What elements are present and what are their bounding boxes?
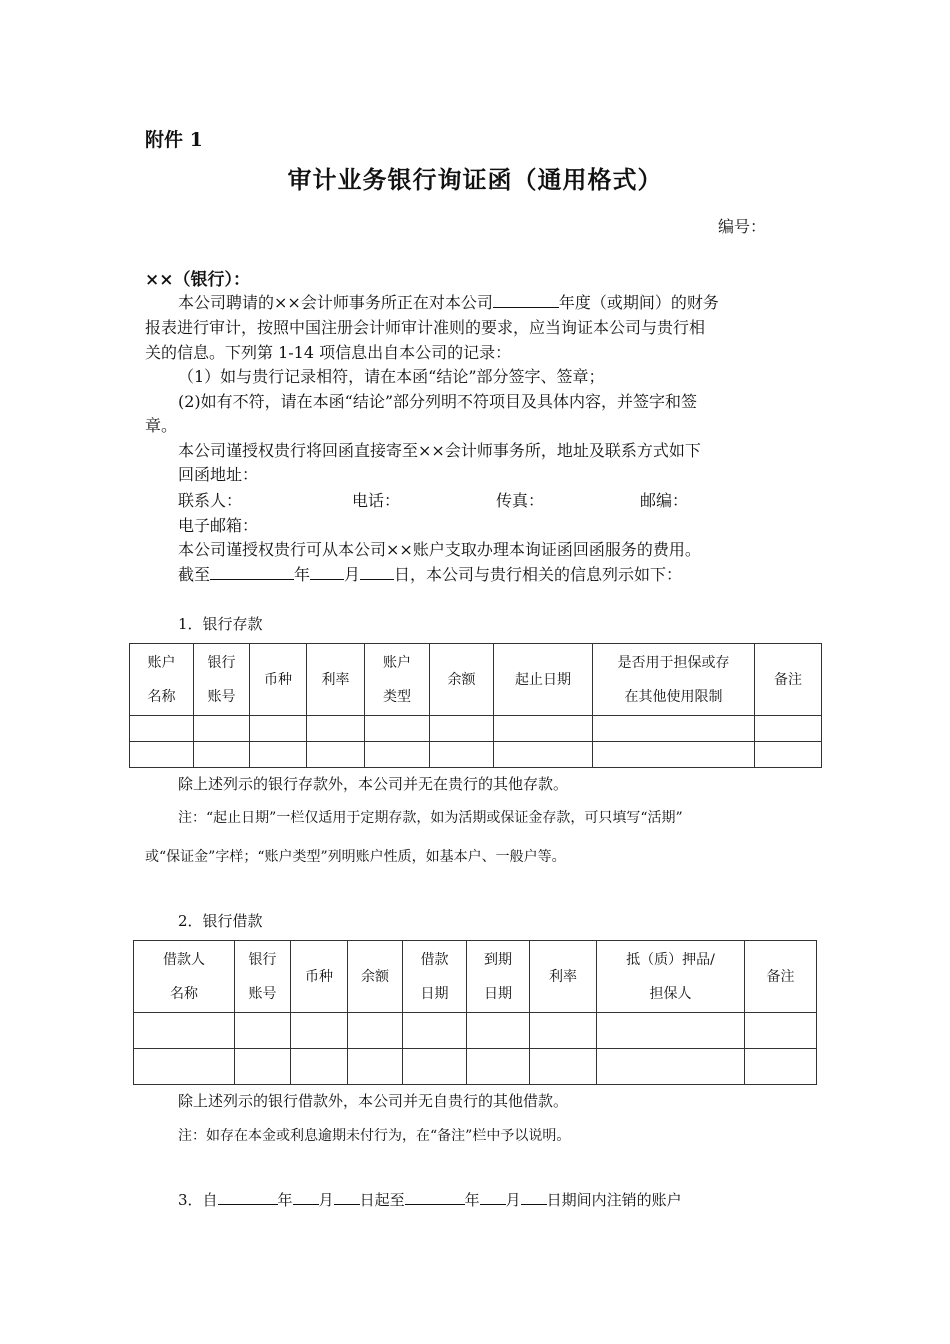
section-1-title: 1．银行存款 — [178, 615, 263, 633]
instruction-2-cont: 章。 — [145, 416, 178, 435]
postcode-label: 邮编： — [640, 491, 689, 510]
table-cell[interactable] — [365, 716, 430, 742]
table-cell[interactable] — [755, 716, 822, 742]
email-label: 电子邮箱： — [178, 516, 259, 535]
table-cell[interactable] — [745, 1049, 817, 1085]
table-header-row — [134, 941, 817, 1013]
year-blank[interactable] — [493, 291, 559, 308]
table-cell[interactable] — [250, 742, 307, 768]
page-title: 审计业务银行询证函（通用格式） — [287, 165, 663, 194]
month-unit: 月 — [505, 1191, 521, 1209]
instruction-1: （1）如与贵行记录相符，请在本函“结论”部分签字、签章； — [178, 367, 605, 386]
year-unit: 年 — [277, 1191, 293, 1209]
intro-line-3: 关的信息。下列第 1-14 项信息出自本公司的记录： — [145, 343, 512, 362]
table-cell[interactable] — [494, 716, 593, 742]
table-cell[interactable] — [403, 1049, 467, 1085]
table-cell[interactable] — [467, 1013, 530, 1049]
section-1-after-text: 除上述列示的银行存款外，本公司并无在贵行的其他存款。 — [178, 775, 569, 793]
column-header: 备注 — [755, 644, 822, 716]
column-header: 是否用于担保或存 在其他使用限制 — [593, 644, 755, 716]
to-day-blank[interactable] — [521, 1188, 547, 1205]
section-3-text: 日期间内注销的账户 — [546, 1191, 682, 1209]
section-3-text: 3．自 — [178, 1191, 218, 1209]
table-cell[interactable] — [530, 1049, 597, 1085]
table-cell[interactable] — [291, 1049, 348, 1085]
table-row — [134, 1013, 817, 1049]
table-cell[interactable] — [755, 742, 822, 768]
table-row — [134, 1049, 817, 1085]
attachment-label: 附件 1 — [145, 129, 203, 151]
column-header: 借款人 名称 — [134, 941, 235, 1013]
month-unit: 月 — [344, 565, 361, 584]
table-header-row — [130, 644, 822, 716]
phone-label: 电话： — [352, 491, 401, 510]
table-cell[interactable] — [250, 716, 307, 742]
fax-label: 传真： — [496, 491, 545, 510]
table-cell[interactable] — [194, 742, 250, 768]
intro-text: 本公司聘请的××会计师事务所正在对本公司 — [178, 293, 493, 312]
table-cell[interactable] — [745, 1013, 817, 1049]
table-cell[interactable] — [430, 742, 494, 768]
section-3-title — [178, 1188, 682, 1210]
table-cell[interactable] — [307, 716, 365, 742]
as-of-month-blank[interactable] — [310, 563, 344, 580]
table-cell[interactable] — [235, 1049, 291, 1085]
table-cell[interactable] — [403, 1013, 467, 1049]
table-cell[interactable] — [593, 742, 755, 768]
table-cell[interactable] — [530, 1013, 597, 1049]
table-cell[interactable] — [291, 1013, 348, 1049]
intro-line-2: 报表进行审计，按照中国注册会计师审计准则的要求，应当询证本公司与贵行相 — [145, 318, 706, 337]
table-row — [130, 716, 822, 742]
section-2-note: 注：如存在本金或利息逾期未付行为，在“备注”栏中予以说明。 — [178, 1128, 571, 1144]
table-cell[interactable] — [348, 1013, 403, 1049]
column-header: 起止日期 — [494, 644, 593, 716]
as-of-text: 截至 — [178, 565, 211, 584]
intro-line-1 — [178, 290, 719, 315]
contact-person-label: 联系人： — [178, 491, 243, 510]
as-of-year-blank[interactable] — [210, 563, 294, 580]
table-cell[interactable] — [494, 742, 593, 768]
section-3-text: 日起至 — [359, 1191, 405, 1209]
column-header: 借款 日期 — [403, 941, 467, 1013]
column-header: 余额 — [348, 941, 403, 1013]
table-cell[interactable] — [307, 742, 365, 768]
from-year-blank[interactable] — [218, 1188, 278, 1205]
column-header: 账户 类型 — [365, 644, 430, 716]
section-2-title: 2．银行借款 — [178, 912, 263, 930]
column-header: 账户 名称 — [130, 644, 194, 716]
table-cell[interactable] — [430, 716, 494, 742]
bank-deposit-table — [129, 643, 822, 768]
instruction-2: (2)如有不符，请在本函“结论”部分列明不符项目及具体内容，并签字和签 — [178, 392, 698, 411]
column-header: 到期 日期 — [467, 941, 530, 1013]
table-cell[interactable] — [194, 716, 250, 742]
column-header: 利率 — [307, 644, 365, 716]
reply-instruction: 本公司谨授权贵行将回函直接寄至××会计师事务所，地址及联系方式如下 — [178, 441, 701, 460]
column-header: 银行 账号 — [235, 941, 291, 1013]
table-cell[interactable] — [597, 1013, 745, 1049]
as-of-line — [178, 562, 682, 587]
column-header: 余额 — [430, 644, 494, 716]
from-month-blank[interactable] — [293, 1188, 319, 1205]
to-month-blank[interactable] — [480, 1188, 506, 1205]
column-header: 银行 账号 — [194, 644, 250, 716]
fee-authorization: 本公司谨授权贵行可从本公司××账户支取办理本询证函回函服务的费用。 — [178, 540, 701, 559]
column-header: 备注 — [745, 941, 817, 1013]
table-cell[interactable] — [130, 716, 194, 742]
intro-text: 年度（或期间）的财务 — [558, 293, 719, 312]
column-header: 币种 — [250, 644, 307, 716]
table-cell[interactable] — [365, 742, 430, 768]
table-cell[interactable] — [348, 1049, 403, 1085]
section-1-note-1: 注：“起止日期”一栏仅适用于定期存款，如为活期或保证金存款，可只填写“活期” — [178, 810, 683, 826]
doc-number-label: 编号： — [718, 217, 767, 236]
year-unit: 年 — [464, 1191, 480, 1209]
as-of-text: 日，本公司与贵行相关的信息列示如下： — [394, 565, 683, 584]
column-header: 抵（质）押品/ 担保人 — [597, 941, 745, 1013]
year-unit: 年 — [294, 565, 311, 584]
table-cell[interactable] — [130, 742, 194, 768]
column-header: 币种 — [291, 941, 348, 1013]
as-of-day-blank[interactable] — [360, 563, 394, 580]
table-cell[interactable] — [134, 1013, 235, 1049]
table-row — [130, 742, 822, 768]
from-day-blank[interactable] — [334, 1188, 360, 1205]
section-2-after-text: 除上述列示的银行借款外，本公司并无自贵行的其他借款。 — [178, 1092, 569, 1110]
bank-loan-table — [133, 940, 817, 1085]
to-year-blank[interactable] — [405, 1188, 465, 1205]
table-cell[interactable] — [597, 1049, 745, 1085]
column-header: 利率 — [530, 941, 597, 1013]
addressee: ××（银行）： — [145, 270, 250, 290]
table-cell[interactable] — [134, 1049, 235, 1085]
month-unit: 月 — [318, 1191, 334, 1209]
table-cell[interactable] — [593, 716, 755, 742]
table-cell[interactable] — [235, 1013, 291, 1049]
reply-address-label: 回函地址： — [178, 465, 259, 484]
section-1-note-2: 或“保证金”字样；“账户类型”列明账户性质，如基本户、一般户等。 — [145, 849, 566, 865]
table-cell[interactable] — [467, 1049, 530, 1085]
